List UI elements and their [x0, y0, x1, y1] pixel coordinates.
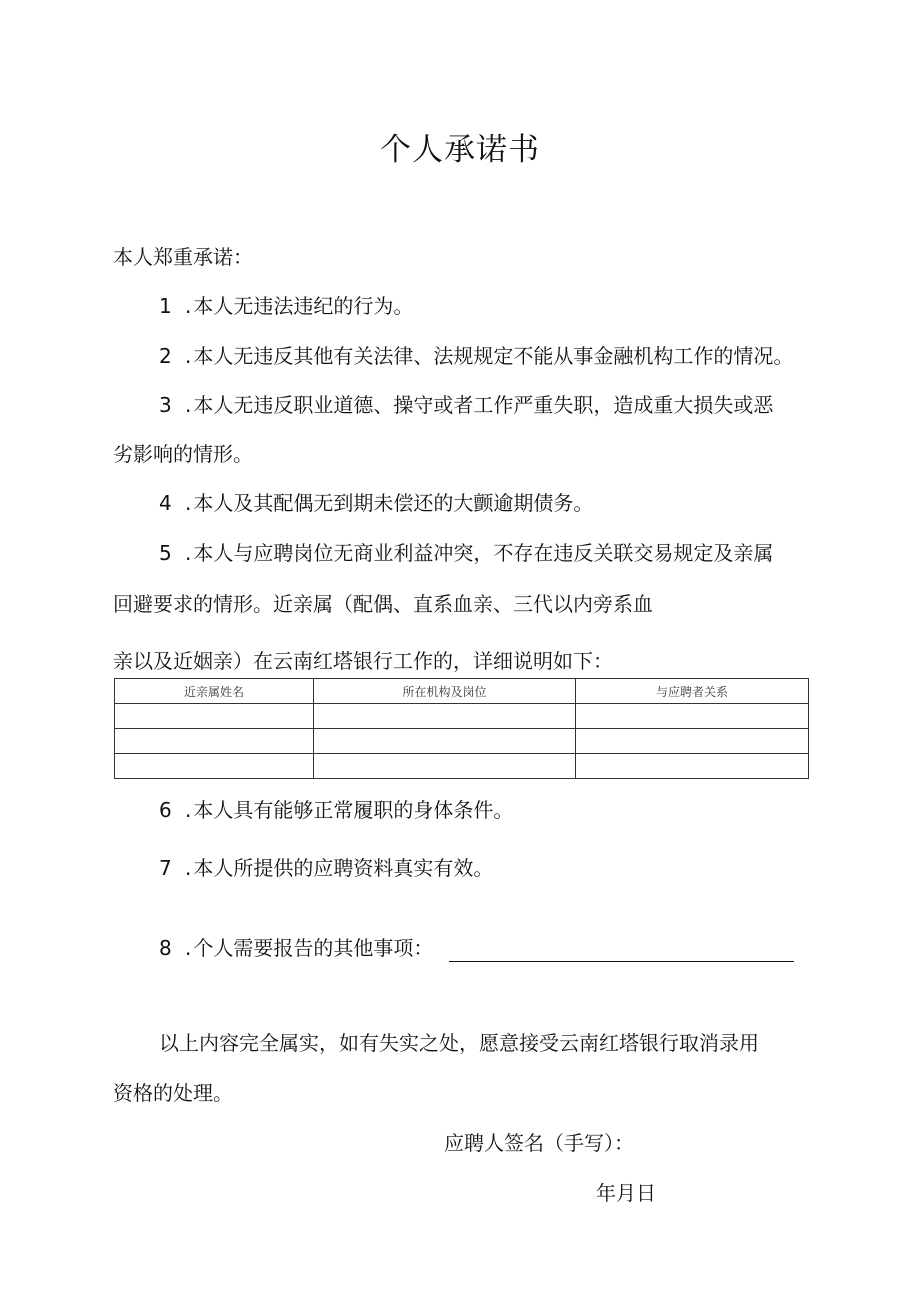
date-label: 年月日 [596, 1181, 656, 1205]
commitment-item-2: 2 . 本人无违反其他有关法律、法规规定不能从事金融机构工作的情况。 [159, 344, 794, 368]
commitment-item-5-continued-1: 回避要求的情形。近亲属（配偶、直系血亲、三代以内旁系血 [113, 592, 653, 616]
table-row [115, 704, 809, 729]
table-header-row [115, 679, 809, 704]
relatives-table [114, 678, 809, 779]
table-cell[interactable] [115, 729, 314, 754]
table-row [115, 729, 809, 754]
commitment-item-3: 3 . 本人无违反职业道德、操守或者工作严重失职，造成重大损失或恶 [159, 393, 774, 417]
commitment-item-7: 7 . 本人所提供的应聘资料真实有效。 [159, 856, 494, 880]
commitment-item-3-continued: 劣影响的情形。 [113, 442, 253, 466]
item-number: 1 [159, 294, 172, 318]
table-cell[interactable] [576, 704, 809, 729]
commitment-item-6: 6 . 本人具有能够正常履职的身体条件。 [159, 798, 514, 822]
item-text: 本人具有能够正常履职的身体条件。 [193, 798, 514, 822]
item-text: 本人与应聘岗位无商业利益冲突，不存在违反关联交易规定及亲属 [193, 541, 774, 565]
table-cell[interactable] [314, 729, 576, 754]
signature-label: 应聘人签名（手写）： [444, 1131, 634, 1155]
column-header-relationship: 与应聘者关系 [576, 679, 809, 704]
item-text: 本人及其配偶无到期未偿还的大颤逾期债务。 [193, 491, 594, 515]
item-number: 4 [159, 491, 172, 515]
table-row [115, 754, 809, 779]
item-number: 7 [159, 856, 172, 880]
closing-statement: 以上内容完全属实，如有失实之处，愿意接受云南红塔银行取消录用 [159, 1031, 759, 1055]
table-cell[interactable] [115, 704, 314, 729]
table-cell[interactable] [115, 754, 314, 779]
column-header-relative-name: 近亲属姓名 [115, 679, 314, 704]
item-text: 个人需要报告的其他事项： [193, 936, 434, 960]
item-number: 8 [159, 936, 172, 960]
item-text: 本人无违反其他有关法律、法规规定不能从事金融机构工作的情况。 [193, 344, 794, 368]
item-number: 3 [159, 393, 172, 417]
closing-statement-continued: 资格的处理。 [113, 1081, 233, 1105]
commitment-item-4: 4 . 本人及其配偶无到期未偿还的大颤逾期债务。 [159, 491, 594, 515]
column-header-organization-position: 所在机构及岗位 [314, 679, 576, 704]
item-text: 本人无违反职业道德、操守或者工作严重失职，造成重大损失或恶 [193, 393, 774, 417]
commitment-item-5: 5 . 本人与应聘岗位无商业利益冲突，不存在违反关联交易规定及亲属 [159, 541, 774, 565]
commitment-item-8: 8 . 个人需要报告的其他事项： [159, 934, 794, 962]
page-title: 个人承诺书 [380, 132, 540, 168]
table-cell[interactable] [314, 754, 576, 779]
table-cell[interactable] [314, 704, 576, 729]
commitment-item-5-continued-2: 亲以及近姻亲）在云南红塔银行工作的，详细说明如下： [113, 649, 613, 673]
intro-text: 本人郑重承诺： [113, 245, 253, 269]
commitment-item-1: 1 . 本人无违法违纪的行为。 [159, 294, 414, 318]
item-number: 6 [159, 798, 172, 822]
table-cell[interactable] [576, 754, 809, 779]
item-text: 本人无违法违纪的行为。 [193, 294, 414, 318]
item-number: 2 [159, 344, 172, 368]
other-matters-blank-line[interactable] [449, 939, 794, 962]
item-text: 本人所提供的应聘资料真实有效。 [193, 856, 494, 880]
item-number: 5 [159, 541, 172, 565]
table-cell[interactable] [576, 729, 809, 754]
